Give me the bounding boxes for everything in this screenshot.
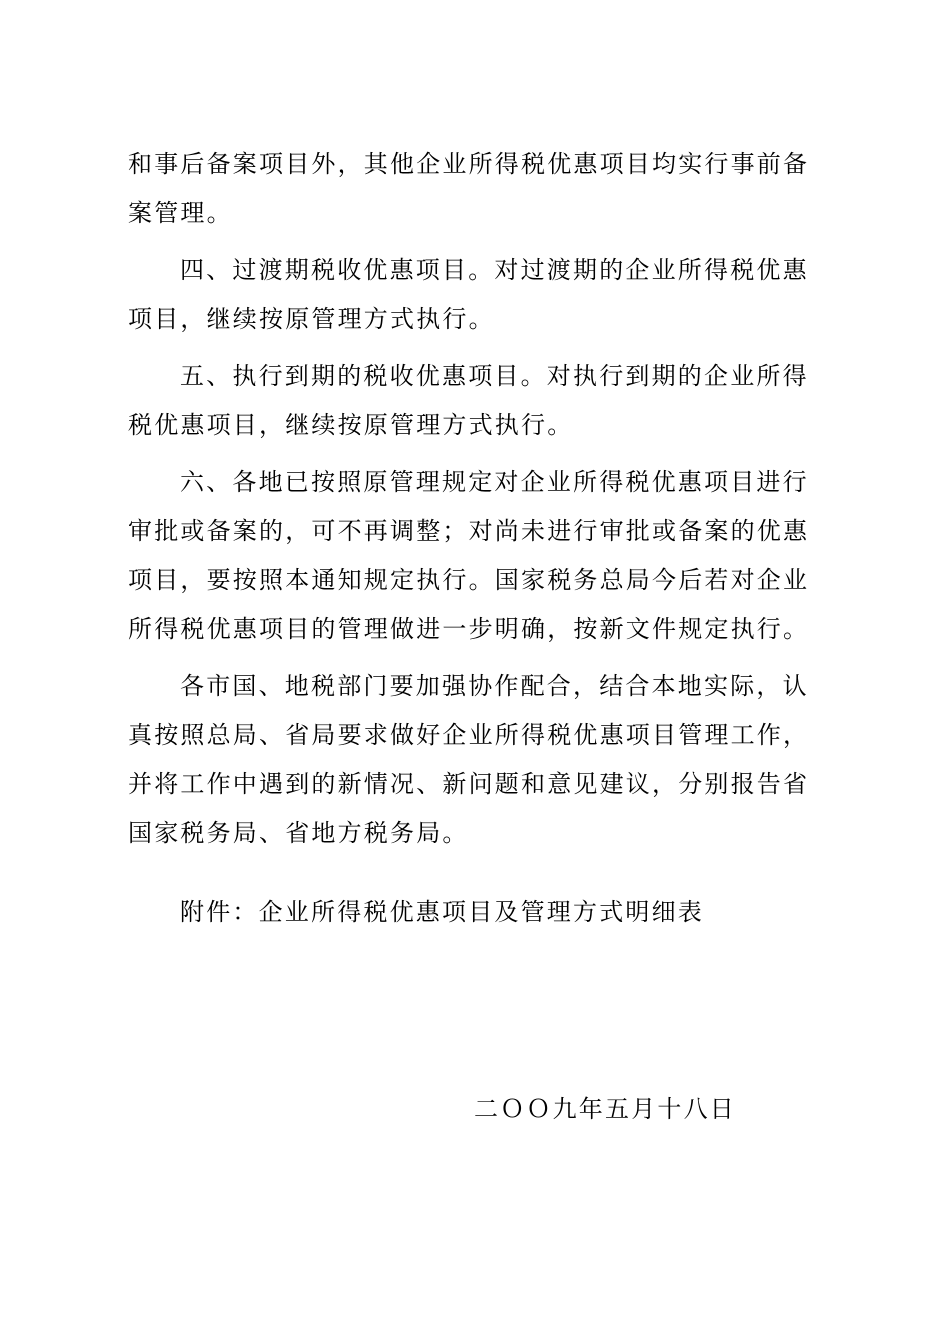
attachment-line: 附件：企业所得税优惠项目及管理方式明细表 xyxy=(180,898,704,926)
paragraph-cooperation: 各市国、地税部门要加强协作配合，结合本地实际，认真按照总局、省局要求做好企业所得税优惠项目管理工作，并将工作中遇到的新情况、新问题和意见建议，分别报告省国家税务局、省地方税务局。 xyxy=(128,672,810,847)
paragraph-expired-items: 五、执行到期的税收优惠项目。对执行到期的企业所得税优惠项目，继续按原管理方式执行。 xyxy=(128,362,809,439)
paragraph-approved-items: 六、各地已按照原管理规定对企业所得税优惠项目进行审批或备案的，可不再调整；对尚未进行审批或备案的优惠项目，要按照本通知规定执行。国家税务总局今后若对企业所得税优惠项目的管理做进一步明确，按新文件规定执行。 xyxy=(128,468,810,643)
document-body xyxy=(128,140,824,866)
paragraph-continuation: 和事后备案项目外，其他企业所得税优惠项目均实行事前备案管理。 xyxy=(128,150,810,227)
paragraph-transition-period: 四、过渡期税收优惠项目。对过渡期的企业所得税优惠项目，继续按原管理方式执行。 xyxy=(128,256,809,333)
document-date: 二ＯＯ九年五月十八日 xyxy=(474,1095,736,1123)
